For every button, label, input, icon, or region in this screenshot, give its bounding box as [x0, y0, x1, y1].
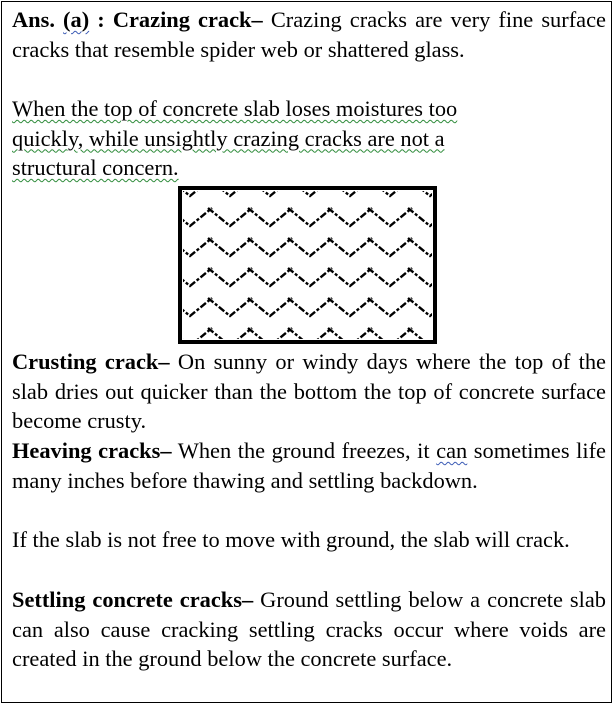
- paragraph-moisture: [12, 94, 606, 183]
- moisture-line-b: quickly, while unsightly crazing cracks are not a: [12, 125, 445, 151]
- moisture-line-c: structural concern.: [12, 155, 179, 181]
- moisture-line-a: [12, 96, 457, 121]
- heading-option-a: (a): [63, 7, 90, 32]
- paragraph-settling-cracks: [12, 585, 606, 674]
- paragraph-crazing-crack: [12, 5, 606, 64]
- paragraph-heaving-cracks: [12, 436, 606, 495]
- heading-crazing-rest: : Crazing crack–: [97, 7, 263, 32]
- crazing-crack-body: Crazing cracks are very fine surface cracks that resemble spider web or shattered glass.: [12, 7, 606, 62]
- heading-ans-prefix: Ans.: [12, 7, 55, 32]
- document-page: [1, 1, 612, 703]
- paragraph-crusting-crack: [12, 347, 606, 436]
- heading-settling-cracks: Settling concrete cracks–: [12, 587, 254, 612]
- heaving-body-b: sometimes life many inches before thawing and settling backdown.: [12, 438, 606, 493]
- moisture-line-a-text: When the top of concrete slab loses moistures too: [12, 96, 458, 121]
- slab-free-body: If the slab is not free to move with ground, the slab will crack.: [12, 527, 570, 552]
- paragraph-slab-free: [12, 525, 606, 555]
- heading-heaving-cracks: Heaving cracks–: [12, 438, 172, 463]
- crazing-crack-herringbone-icon: [178, 186, 437, 344]
- heading-crazing-crack: [12, 7, 263, 32]
- heading-crusting-crack: Crusting crack–: [12, 349, 170, 374]
- crazing-crack-figure: [178, 186, 437, 344]
- heaving-body-a: When the ground freezes, it: [171, 438, 437, 463]
- crusting-crack-body: On sunny or windy days where the top of the slab dries out quicker than the bottom the top of concrete surface become crusty.: [12, 349, 606, 434]
- settling-cracks-body: Ground settling below a concrete slab can also cause cracking settling cracks occur where voids are created in the ground below the concrete surface.: [12, 587, 606, 672]
- heaving-body-can: can: [436, 438, 468, 463]
